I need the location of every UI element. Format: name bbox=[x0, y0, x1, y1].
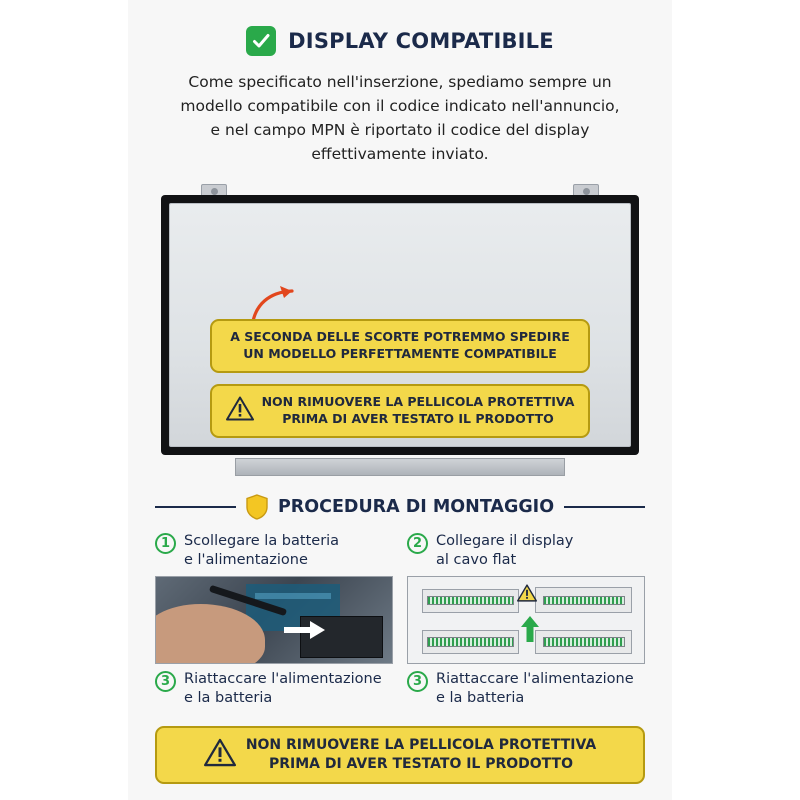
laptop-battery-disconnect-photo bbox=[155, 576, 393, 664]
intro-line-4: effettivamente inviato. bbox=[311, 145, 489, 164]
step-1-number: 1 bbox=[155, 533, 176, 554]
callout-compatible-model bbox=[210, 319, 590, 373]
step-3-left-line-2: e la batteria bbox=[184, 689, 273, 706]
divider-left bbox=[155, 506, 236, 508]
step-3-left-line-1: Riattaccare l'alimentazione bbox=[184, 670, 382, 687]
panel-protective-film-strip bbox=[235, 458, 565, 476]
step-1 bbox=[155, 532, 393, 570]
green-up-arrow-icon bbox=[521, 616, 539, 646]
step-3-right-line-2: e la batteria bbox=[436, 689, 525, 706]
check-icon bbox=[246, 26, 276, 56]
step-2-line-1: Collegare il display bbox=[436, 533, 574, 550]
step-2 bbox=[407, 532, 645, 570]
intro-line-2: modello compatibile con il codice indicato nell'annuncio, bbox=[180, 97, 620, 116]
step-3-left bbox=[155, 670, 393, 708]
step-2-text bbox=[436, 532, 573, 570]
callout-compatible-line-2: UN MODELLO PERFETTAMENTE COMPATIBILE bbox=[243, 345, 557, 361]
divider-right bbox=[564, 506, 645, 508]
procedure-section-header bbox=[155, 494, 645, 520]
procedure-title: PROCEDURA DI MONTAGGIO bbox=[277, 497, 555, 518]
callout-film-line-1: NON RIMUOVERE LA PELLICOLA PROTETTIVA bbox=[261, 394, 575, 410]
step-2-line-2: al cavo flat bbox=[436, 551, 517, 568]
callout-protective-film bbox=[210, 384, 590, 438]
flat-cable-strip-2 bbox=[543, 596, 625, 606]
step-1-line-1: Scollegare la batteria bbox=[184, 533, 340, 550]
white-arrow-icon bbox=[284, 620, 326, 644]
intro-text bbox=[155, 70, 645, 166]
bottom-banner-line-2: PRIMA DI AVER TESTATO IL PRODOTTO bbox=[268, 756, 574, 773]
bottom-warning-banner bbox=[155, 726, 645, 784]
step-1-line-2: e l'alimentazione bbox=[184, 551, 308, 568]
flat-cable-strip-4 bbox=[543, 637, 625, 647]
step-3-right bbox=[407, 670, 645, 708]
step-2-number: 2 bbox=[407, 533, 428, 554]
callout-film-line-2: PRIMA DI AVER TESTATO IL PRODOTTO bbox=[282, 410, 554, 426]
infographic-sheet bbox=[128, 0, 672, 800]
callout-compatible-line-1: A SECONDA DELLE SCORTE POTREMMO SPEDIRE bbox=[230, 329, 570, 345]
step-3-right-text bbox=[436, 670, 634, 708]
step-3-right-number: 3 bbox=[407, 671, 428, 692]
procedure-title-group bbox=[246, 494, 554, 520]
step-1-text bbox=[184, 532, 339, 570]
flat-cable-strip-1 bbox=[427, 596, 514, 606]
warning-triangle-icon-small bbox=[517, 584, 537, 606]
flat-cable-strip-3 bbox=[427, 637, 514, 647]
procedure-steps bbox=[155, 532, 645, 707]
flat-cable-connection-photo bbox=[407, 576, 645, 664]
shield-icon bbox=[246, 494, 268, 520]
step-3-left-text bbox=[184, 670, 382, 708]
display-panel-illustration bbox=[155, 184, 645, 484]
step-3-left-number: 3 bbox=[155, 671, 176, 692]
page-title: DISPLAY COMPATIBILE bbox=[288, 29, 554, 53]
panel-bezel bbox=[161, 195, 639, 455]
panel-screen bbox=[169, 203, 631, 447]
warning-triangle-icon bbox=[226, 396, 254, 426]
intro-line-3: e nel campo MPN è riportato il codice del display bbox=[210, 121, 590, 140]
intro-line-1: Come specificato nell'inserzione, spediamo sempre un bbox=[188, 73, 612, 91]
warning-triangle-icon-bottom bbox=[204, 738, 236, 773]
bottom-banner-line-1: NON RIMUOVERE LA PELLICOLA PROTETTIVA bbox=[245, 737, 597, 754]
step-3-right-line-1: Riattaccare l'alimentazione bbox=[436, 670, 634, 687]
header bbox=[128, 0, 672, 56]
